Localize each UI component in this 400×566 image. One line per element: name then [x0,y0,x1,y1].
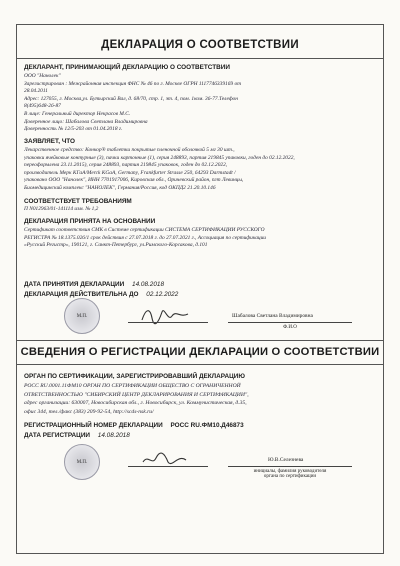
applicant-line: 8(495)648-26-87 [24,103,61,110]
signature-line [128,322,208,323]
applicant-line: Зарегистрирован : Межрайонная инспекция ФНС № 46 по г. Москве ОГРН 1117746339169 от [24,80,242,87]
claim-line: Биомедицинский комплекс "НАНОЛЕК", Германия/Россия, код ОКПД2 21.20.10.146 [24,184,216,191]
basis-line: Сертификат соответствия СМК в Системе сертификации СИСТЕМА СЕРТИФИКАЦИИ РУССКОГО [24,227,265,233]
applicant-line: Доверенность № 12/5-203 от 01.04.2018 г. [24,126,123,133]
claim-line: упаковки ячейковые контурные (3), пачки картонные (1), серия 248893, партия 219845 упаковки, годен до 02.12.2022, [24,154,295,161]
claim-line: переоформлена 23.11.2015), серия 248893, партия 219845 упаковок, годен до 02.12.2022, [24,162,228,169]
valid-date-row [24,291,178,298]
organ-heading: ОРГАН ПО СЕРТИФИКАЦИИ, ЗАРЕГИСТРИРОВАВШИЙ ДЕКЛАРАЦИЮ [24,373,245,380]
registration-title: СВЕДЕНИЯ О РЕГИСТРАЦИИ ДЕКЛАРАЦИИ О СООТВЕТСТВИИ [20,346,380,358]
applicant-block [24,73,376,134]
accepted-date-label: ДАТА ПРИНЯТИЯ ДЕКЛАРАЦИИ [24,281,125,288]
basis-heading: ДЕКЛАРАЦИЯ ПРИНЯТА НА ОСНОВАНИИ [24,218,156,225]
requirements-line: П N012963/01-141114 изм. № 1,2 [24,206,99,212]
registration-date-row [24,432,130,439]
signer-name: Шабалова Светлана Владимировна [232,313,313,319]
expert-name: Ю.В.Селезнева [268,457,304,463]
applicant-line: ООО "Нанолек" [24,73,61,79]
basis-line: РЕГИСТРА № 18.1375.026/1 срок действия с 27.07.2018 г. до 27.07.2021 г., Ассоциация по сертификации [24,234,266,241]
divider [16,340,384,341]
registration-number-label: РЕГИСТРАЦИОННЫЙ НОМЕР ДЕКЛАРАЦИИ [24,422,163,429]
applicant-line: Адрес: 127055, г. Москва,ул. Бутырский Вал, д. 68/70, стр. 1, эт. 4, пом. 1ком. 36-77.Телефон [24,95,238,102]
basis-line: «Русский Регистр», 190121, г. Санкт-Петербург, ул.Римского-Корсакова, д.101 [24,242,208,249]
organ-block [24,382,376,416]
organ-line: адрес организации: 630007, Новосибирская обл., г. Новосибирск, ул. Коммунистическая, д.35, [24,400,247,407]
stamp-label: М.П. [76,459,88,465]
claim-heading: ЗАЯВЛЯЕТ, ЧТО [24,138,76,145]
requirements-heading: СООТВЕТСТВУЕТ ТРЕБОВАНИЯМ [24,198,132,205]
expert-caption [228,469,352,479]
stamp-label: М.П. [76,313,88,319]
expert-caption-line: органа по сертификации [263,474,317,479]
registration-number-value: РОСС RU.ФМ10.Д46873 [170,422,244,429]
requirements-block [24,206,376,214]
seal-stamp [64,444,100,480]
registration-date-value: 14.08.2018 [97,432,130,439]
accepted-date-value: 14.08.2018 [132,281,165,288]
applicant-heading: ДЕКЛАРАНТ, ПРИНИМАЮЩИЙ ДЕКЛАРАЦИЮ О СООТВЕТСТВИИ [24,64,230,71]
organ-line: офис 344, тел./факс (383) 209-92-54, http://scds-nsk.ru/ [24,408,154,415]
divider [16,364,384,365]
claim-block [24,147,376,193]
registration-date-label: ДАТА РЕГИСТРАЦИИ [24,432,91,439]
expert-name-line [228,466,352,467]
organ-line: ОТВЕТСТВЕННОСТЬЮ "СИБИРСКИЙ ЦЕНТР ДЕКЛАРИРОВАНИЯ И СЕРТИФИКАЦИИ", [24,391,249,398]
document-title: ДЕКЛАРАЦИЯ О СООТВЕТСТВИИ [101,39,299,51]
claim-line: производитель Мерк КГаА/Merck KGaA, Germany, Frankfurter Strasse 250, 64293 Darmstadt / [24,169,236,176]
valid-date-label: ДЕКЛАРАЦИЯ ДЕЙСТВИТЕЛЬНА ДО [24,291,139,298]
valid-date-value: 02.12.2022 [146,291,179,298]
applicant-line: Доверенное лицо: Шабалова Светлана Владимировна [24,118,148,125]
organ-line: РОСС RU.0001.11ФМ10 ОРГАН ПО СЕРТИФИКАЦИИ ОБЩЕСТВО С ОГРАНИЧЕННОЙ [24,383,241,389]
claim-line: упаковано ООО "Нанолек", ИНН 7701917006, Кировская обл., Оричевский район, пгт Левинцы, [24,177,244,184]
signer-caption: Ф.И.О [283,325,297,330]
claim-line: Лекарственное средство: Конкор® таблетки покрытые пленочной оболочкой 5 мг 30 шт., [24,147,235,153]
applicant-line: В лице: Генеральный директор Некрасов М.С. [24,110,131,117]
expert-caption-line: инициалы, фамилия руководителя [253,469,327,474]
applicant-line: 28.04.2011 [24,88,48,95]
basis-block [24,227,376,250]
divider [16,58,384,59]
seal-stamp [64,298,100,334]
signer-name-line [228,322,352,323]
signature-line [128,466,208,467]
accepted-date-row [24,281,164,288]
registration-number-row [24,422,244,429]
